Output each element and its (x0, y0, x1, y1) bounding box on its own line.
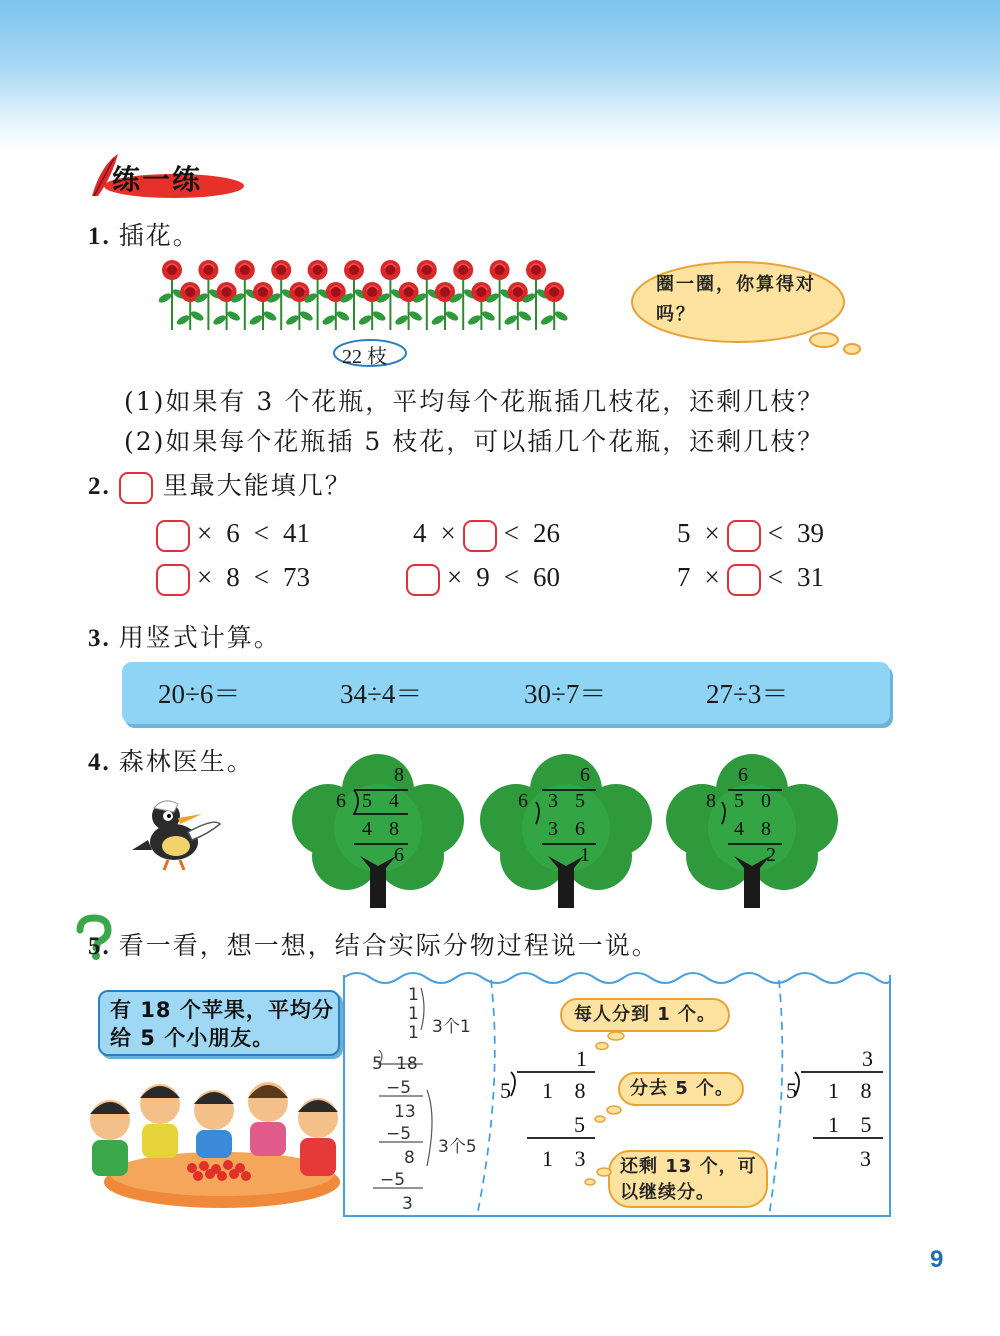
q4-heading (88, 742, 254, 778)
hand-step-4: 8 (404, 1148, 415, 1168)
tree-1-remainder: 6 (394, 844, 404, 866)
calc-item-1: 20÷6＝ (158, 679, 241, 709)
tree-2-quotient: 6 (580, 764, 590, 786)
tree-3-quotient: 6 (738, 764, 748, 786)
calc-item-2: 34÷4＝ (340, 679, 423, 709)
bubble-remaining-13-text: 还剩 13 个，可以继续分。 (620, 1156, 757, 1203)
hand-dividend: 18 (396, 1054, 418, 1074)
right-product: 1 5 (828, 1112, 880, 1137)
answer-box[interactable] (727, 564, 761, 596)
q1-subquestion-2: (2)如果每个花瓶插 5 枝花，可以插几个花瓶，还剩几枝？ (124, 427, 825, 456)
tree-2-dividend: 3 5 (548, 790, 591, 812)
mid-dividend: 1 8 (542, 1078, 594, 1103)
q3-heading (88, 618, 281, 654)
right-divisor: 5 (786, 1078, 797, 1103)
q1-subquestion-1: (1)如果有 3 个花瓶，平均每个花瓶插几枝花，还剩几枝？ (124, 387, 825, 416)
hand-step-5: −5 (380, 1170, 406, 1190)
rose-count-label: 22 枝 (342, 346, 387, 368)
tree-3-product: 4 8 (734, 818, 777, 840)
hand-step-2: 13 (394, 1102, 416, 1122)
q2-heading (88, 466, 352, 504)
q2-number: 2. (88, 473, 111, 500)
inequality-2b: × 9 < 60 (406, 562, 567, 596)
roses-illustration (158, 254, 578, 334)
sky-header-background (0, 0, 1000, 150)
q5-problem-text: 有 18 个苹果，平均分给 5 个小朋友。 (110, 998, 334, 1050)
mid-remainder: 1 3 (542, 1146, 594, 1171)
q1-number: 1. (88, 223, 111, 250)
answer-box[interactable] (156, 564, 190, 596)
hand-step-6: 3 (402, 1194, 413, 1214)
page-number: 9 (930, 1246, 944, 1273)
hand-ones: 1 1 1 (408, 985, 419, 1043)
inequality-1b: 4 × < 26 (406, 518, 567, 552)
mid-product: 5 (574, 1112, 585, 1137)
tree-3-dividend: 5 0 (734, 790, 777, 812)
hand-step-3: −5 (386, 1124, 412, 1144)
inequality-1c: 5 × < 39 (670, 518, 831, 552)
q1-thought-bubble-text: 圈一圈，你算得对吗？ (656, 274, 816, 325)
right-remainder: 3 (860, 1146, 871, 1171)
right-dividend: 1 8 (828, 1078, 880, 1103)
q5-title: 看一看，想一想，结合实际分物过程说一说。 (118, 931, 659, 960)
tree-2-remainder: 1 (580, 844, 590, 866)
q3-title: 用竖式计算。 (118, 623, 281, 652)
bubble-tail (588, 1030, 628, 1054)
q1-heading (88, 216, 200, 252)
q5-heading (88, 926, 659, 962)
children-around-table-illustration (82, 1070, 344, 1210)
tree-1-quotient: 8 (394, 764, 404, 786)
tree-1-divisor: 6 (336, 790, 346, 812)
mid-divisor: 5 (500, 1078, 511, 1103)
answer-box (119, 472, 153, 504)
inequality-2c: 7 × < 31 (670, 562, 831, 596)
tree-3-remainder: 2 (766, 844, 776, 866)
tree-2-divisor: 6 (518, 790, 528, 812)
hand-note-3-fives: 3个5 (438, 1137, 477, 1157)
q4-title: 森林医生。 (118, 747, 254, 776)
right-quotient: 3 (862, 1046, 873, 1071)
q2-title: 里最大能填几？ (162, 471, 352, 500)
woodpecker-doctor-icon (128, 790, 224, 874)
inequality-1a: × 6 < 41 (156, 518, 317, 552)
inequality-2a: × 8 < 73 (156, 562, 317, 596)
mid-quotient: 1 (576, 1046, 587, 1071)
answer-box[interactable] (727, 520, 761, 552)
hand-note-3-ones: 3个1 (432, 1017, 471, 1037)
q4-number: 4. (88, 749, 111, 776)
answer-box[interactable] (156, 520, 190, 552)
bubble-divide-out-5-text: 分去 5 个。 (630, 1078, 735, 1099)
q5-number: 5. (88, 933, 111, 960)
bubble-each-gets-1-text: 每人分到 1 个。 (574, 1004, 717, 1025)
hand-divisor: 5 (372, 1054, 383, 1074)
hand-step-1: −5 (386, 1078, 412, 1098)
tree-3-divisor: 8 (706, 790, 716, 812)
tree-2-product: 3 6 (548, 818, 591, 840)
answer-box[interactable] (406, 564, 440, 596)
bubble-tail (582, 1150, 612, 1194)
q1-title: 插花。 (118, 221, 200, 250)
bubble-tail (590, 1104, 624, 1126)
answer-box[interactable] (463, 520, 497, 552)
calc-item-4: 27÷3＝ (706, 679, 789, 709)
tree-1-product: 4 8 (362, 818, 405, 840)
q3-number: 3. (88, 625, 111, 652)
section-title: 练一练 (112, 163, 203, 196)
calc-item-3: 30÷7＝ (524, 679, 607, 709)
tree-1-dividend: 5 4 (362, 790, 405, 812)
